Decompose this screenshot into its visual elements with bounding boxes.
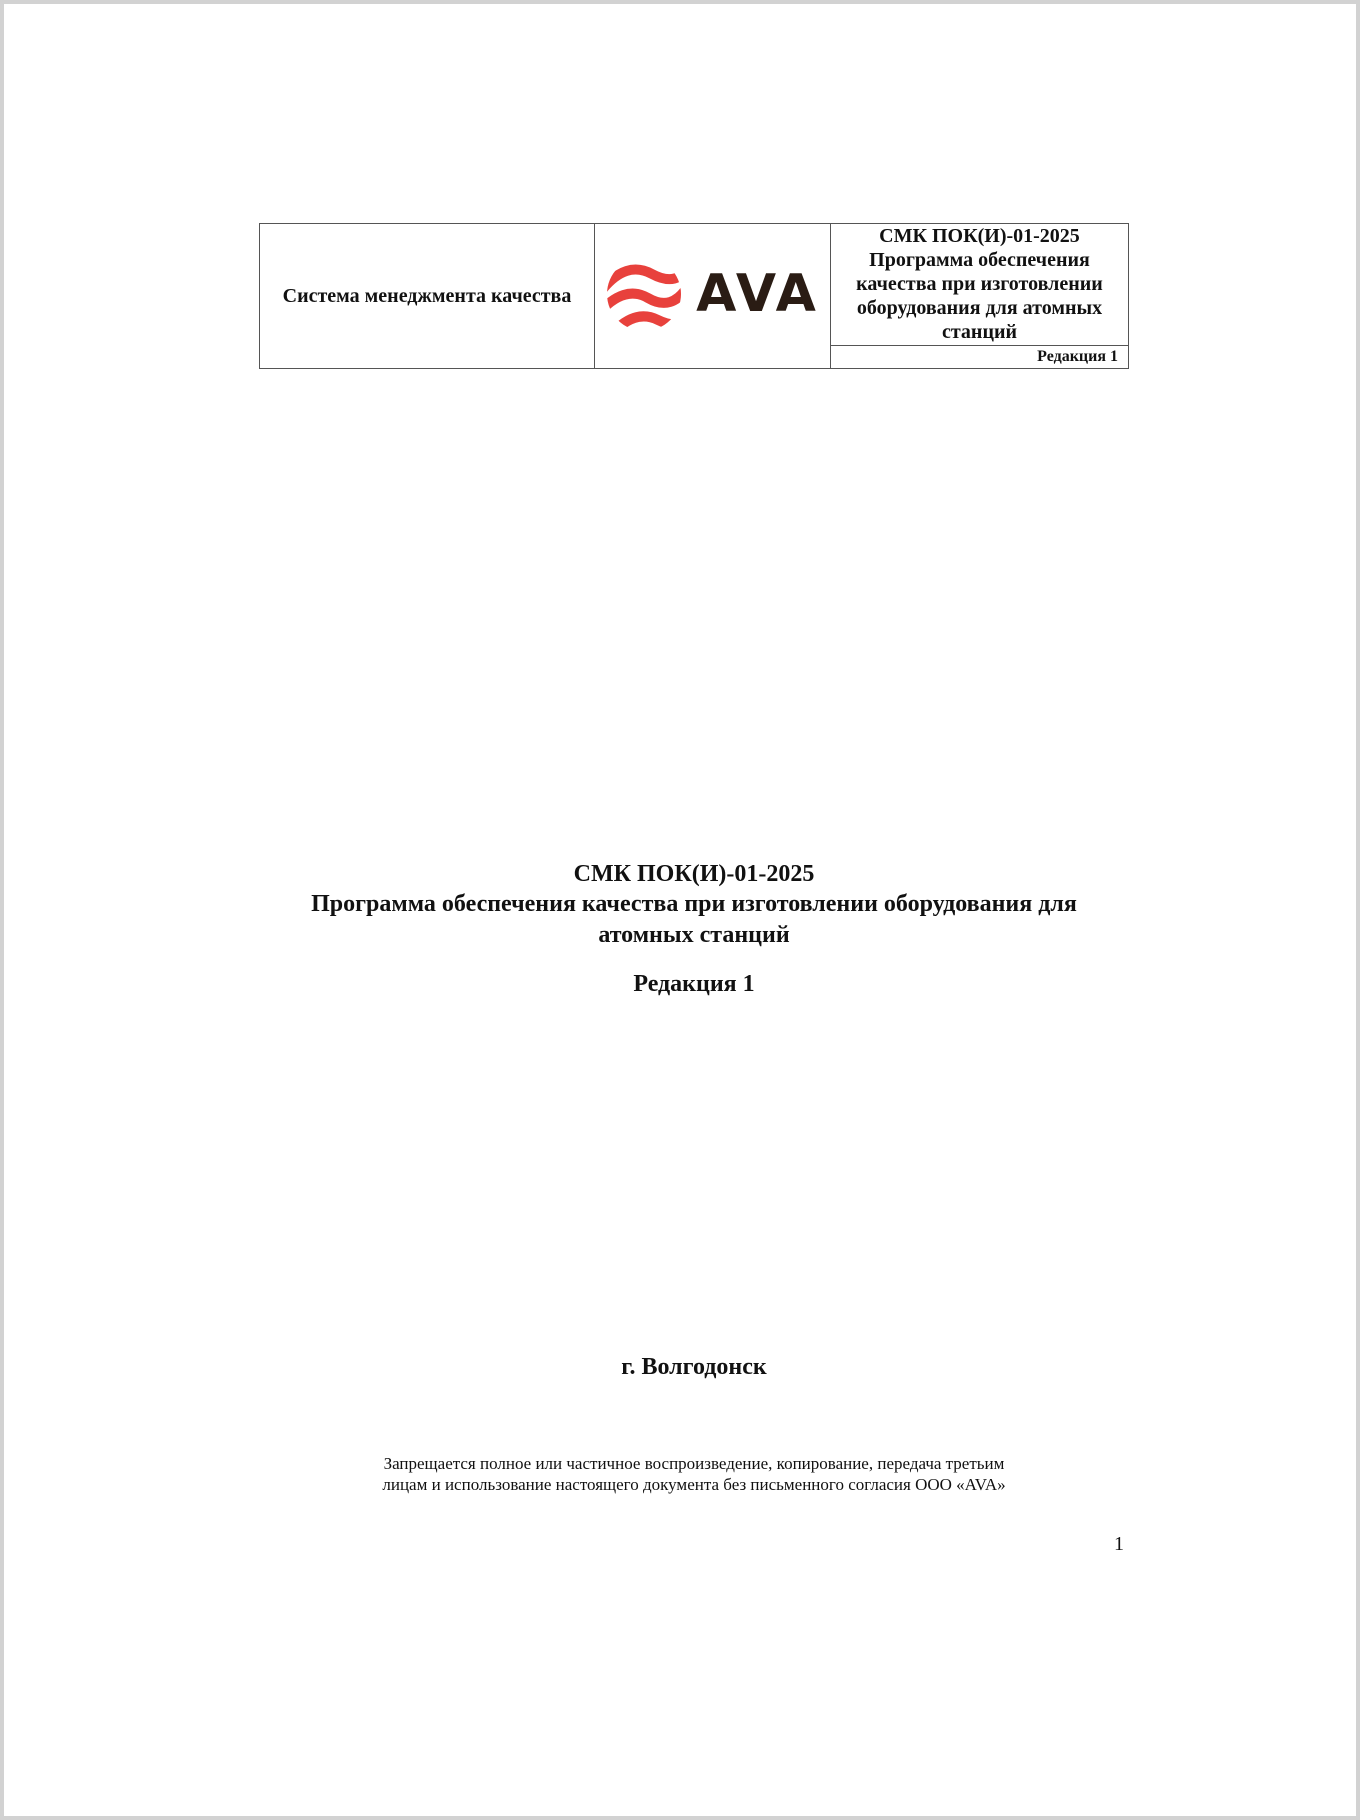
company-logo (606, 256, 819, 332)
document-revision: Редакция 1 (633, 971, 755, 997)
header-doc-title: Программа обеспечения качества при изготовлении оборудования для атомных станций (856, 249, 1103, 344)
logo-cell (595, 224, 831, 369)
document-page (4, 4, 1356, 1816)
document-code: СМК ПОК(И)-01-2025 (573, 861, 815, 887)
system-label: Система менеджмента качества (282, 284, 572, 307)
document-title-block (224, 859, 1164, 999)
header-revision: Редакция 1 (1037, 347, 1118, 365)
logo-text: AVA (696, 263, 819, 324)
header-table (259, 223, 1129, 369)
page-number: 1 (1114, 1533, 1124, 1555)
copyright-notice: Запрещается полное или частичное воспроизведение, копирование, передача третьим лицам и использование настоящего документа без письменного согласия ООО «AVA» (382, 1454, 1006, 1494)
document-title: Программа обеспечения качества при изготовлении оборудования для атомных станций (311, 891, 1077, 948)
city-label: г. Волгодонск (621, 1354, 767, 1380)
header-doc-code: СМК ПОК(И)-01-2025 (879, 225, 1080, 248)
header-revision-cell (831, 345, 1129, 368)
ava-wave-logo-icon (606, 256, 682, 332)
doc-title-cell (831, 224, 1129, 346)
system-label-cell (260, 224, 595, 369)
